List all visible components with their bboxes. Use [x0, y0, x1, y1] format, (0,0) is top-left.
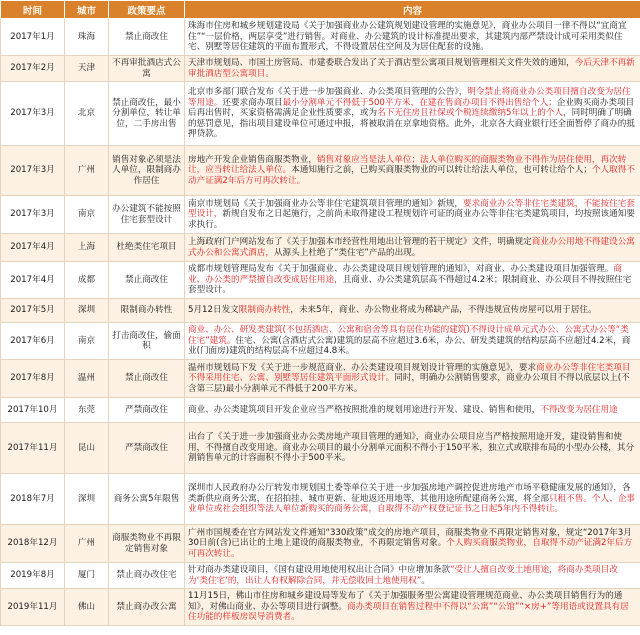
cell-content: [185, 196, 640, 234]
highlighted-text: 今后天津不再新审批酒店型公寓项目。: [188, 58, 635, 79]
highlighted-text: 商业、办公、研发类建筑(不包括酒店、公寓和宿舍等具有居住功能的建筑)不得设计成单元式办公、公寓式办公等“类住宅”建筑。: [188, 325, 629, 346]
table-row: [1, 360, 640, 398]
cell-city: 深圳: [65, 474, 109, 525]
cell-time: 2017年8月: [1, 360, 65, 398]
cell-content: [185, 146, 640, 196]
cell-time: 2017年6月: [1, 323, 65, 360]
content-text: 住宅、公寓(含酒店式公寓)建筑的层高不应超过3.6米，办公、研发类建筑的结构层高不应超过4.2米，商业(门面房)建筑的结构层高不应超过4.8米。: [188, 335, 631, 357]
table-row: [1, 196, 640, 234]
cell-city: 广州: [65, 525, 109, 563]
cell-city: 深圳: [65, 299, 109, 323]
cell-city: 佛山: [65, 589, 109, 626]
table-body: [1, 19, 640, 626]
content-text: 成都市规划管理局发布《关于加强商业、办公类建设项目规划管理的通知》，对商业、办公类建设项目加强管理。: [188, 264, 614, 275]
cell-time: 2017年1月: [1, 19, 65, 56]
table-row: [1, 146, 640, 196]
header-policy: 政策要点: [109, 1, 185, 19]
cell-time: 2017年2月: [1, 56, 65, 82]
cell-city: 南京: [65, 196, 109, 234]
cell-time: 2017年4月: [1, 234, 65, 262]
highlighted-text: 名下无住房且社保或个税连续缴纳5年以上的个人: [377, 108, 564, 119]
table-header-row: [1, 1, 640, 19]
cell-policy: 打击商改住，偷面积: [109, 323, 185, 360]
content-text: 出台了《关于进一步加强商业办公类房地产项目管理的通知》，商业办公项目应当严格按照用途开发，建设销售和使用，不得擅自改变用途。商业办公项目的最小分割单元面积不得小于150平米，独立式或联排布局的小型办公楼，其分割销售单元的计容面积不得小于500平米。: [188, 432, 635, 464]
cell-policy: 商务公寓5年限售: [109, 474, 185, 525]
table-row: [1, 262, 640, 299]
cell-city: 珠海: [65, 19, 109, 56]
cell-policy: 禁止商改住: [109, 262, 185, 299]
content-text: 北京市多部门联合发布《关于进一步加强商业、办公类项目管理的公告》，: [188, 87, 468, 98]
cell-city: 广州: [65, 146, 109, 196]
cell-content: [185, 474, 640, 525]
content-text: 同时，明确办公割销售要求，商业办公项目不得以底层以上(不含第三层)最小分割单元不得低于200平方米。: [188, 373, 630, 394]
cell-time: 2017年3月: [1, 196, 65, 234]
cell-time: 2018年12月: [1, 525, 65, 563]
content-text: 天津市规划局、市国土房管局、市建委联合发出了关于酒店型公寓项目规划管理相关文件失效的通知，: [188, 58, 575, 69]
content-text: ，同时明确了明确的惩罚意见，指出项目建设单位可通过申报，将被取消在京拿地资格。此外，北京各大商业银行还全面暂停了商办的抵押贷款。: [188, 108, 635, 140]
content-text: 广州市国规委在官方网站发文件通知“330政策”成交的房地产项目，商服类物业不再限定销售对象，规定“2017年3月30日前(含)已出让的土地上建设的商服类物业，不再限定销售对象。: [188, 527, 632, 549]
header-city: 城市: [65, 1, 109, 19]
cell-policy: 禁止商改住: [109, 19, 185, 56]
content-text: 且商业、办公类建筑层高不得超过4.2米；限制商业、办公项目不得按照住宅套型设计。: [188, 274, 632, 296]
table-row: [1, 299, 640, 323]
cell-city: 上海: [65, 234, 109, 262]
cell-time: 2018年7月: [1, 474, 65, 525]
table-row: [1, 56, 640, 82]
cell-policy: 限制商办转性: [109, 299, 185, 323]
cell-city: 昆山: [65, 423, 109, 474]
highlighted-text: 只租不售。个人、企事业单位或社会组织等法人单位新购买的商务公寓，自取得不动产权登记证书之日起5年内不得转让。: [188, 493, 635, 515]
content-text: 企业购买商办类项目后再出售时，买家资格需满足企业性质要求，或为: [188, 97, 635, 119]
cell-policy: 销售对象必须是法人单位，限制商办作居住: [109, 146, 185, 196]
table-row: [1, 525, 640, 563]
highlighted-text: 要求商业办公等非住宅类建筑，不能按住宅套型设计，: [188, 198, 635, 220]
cell-content: [185, 19, 640, 56]
table-row: [1, 423, 640, 474]
cell-policy: 禁止商改住，最小分割单位，转让单位，二手房出售: [109, 82, 185, 146]
highlighted-text: 商办类项目在销售过程中不得以“公寓”“公馆”“×房+”等用语或设置具有居住功能的样板房误导消费者。: [188, 601, 629, 623]
cell-policy: 禁止商办改公寓: [109, 589, 185, 626]
cell-content: [185, 398, 640, 423]
cell-city: 天津: [65, 56, 109, 82]
content-text: 温州市规划局下发《关于进一步规范商业、办公类建设项目规划设计管理的实施意见》，要求: [188, 362, 537, 373]
content-text: 从源头上杜绝了“类住宅”产品的出现。: [273, 247, 421, 258]
content-text: 11月15日，佛山市住房和城乡建设局等发布了《关于加强服务型公寓建设管理规范商业、办公类项目销售行为的通知》，对佛山商业、办公等项目进行调整。: [188, 591, 623, 612]
cell-content: [185, 262, 640, 299]
highlighted-text: 个人购买商服类物业，自取得不动产证满2年后方可再次转让。: [188, 538, 633, 559]
cell-city: 北京: [65, 82, 109, 146]
content-text: 商业、办公类建筑项目开发企业应当严格按照批准的规划用途进行开发、建设、销售和使用，: [188, 404, 541, 415]
table-row: [1, 589, 640, 626]
cell-city: 温州: [65, 360, 109, 398]
highlighted-text: 商业办公等非住宅类项目不得采用住宅、公寓、别墅等居住建筑平面形式设计。: [188, 362, 631, 384]
cell-time: 2019年8月: [1, 563, 65, 589]
cell-policy: 办公建筑不能按照住宅套型设计: [109, 196, 185, 234]
content-text: 上海政府门户网站发布了《关于加强本市经营性用地出让管理的若干规定》文件，明确规定: [188, 237, 532, 248]
table-row: [1, 474, 640, 525]
cell-time: 2017年3月: [1, 146, 65, 196]
content-text: 还要求商办项目: [222, 97, 283, 108]
cell-policy: 不再审批酒店式公寓: [109, 56, 185, 82]
cell-city: 成都: [65, 262, 109, 299]
cell-content: [185, 234, 640, 262]
cell-content: [185, 563, 640, 589]
cell-policy: 严禁商改住: [109, 423, 185, 474]
cell-content: [185, 323, 640, 360]
table-row: [1, 19, 640, 56]
highlighted-text: 不得改变为居住用途: [540, 404, 618, 415]
cell-policy: 禁止商改住: [109, 360, 185, 398]
cell-policy: 禁止商办改住宅: [109, 563, 185, 589]
cell-city: 南京: [65, 323, 109, 360]
cell-content: [185, 589, 640, 626]
cell-content: [185, 525, 640, 563]
cell-policy: 严禁商改住: [109, 398, 185, 423]
highlighted-text: 商业办公用地不得建设公寓式办公和公寓式酒店，: [188, 237, 635, 258]
highlighted-text: 个人取得不动产证满2年后方可再次转让。: [188, 165, 635, 186]
content-text: ，未来5年，商业、办公物业将成为稀缺产品，不得违规宣传房屋可以用于居住。: [290, 305, 597, 316]
content-text: 深圳市人民政府办公厅转发市规划国土委等单位关于进一步加强房地产调控促进房地产市场平稳健康发展的通知》，各类新供应商务公寓，在招拍挂、城市更新、征地返还用地等，其他用途所配建商务公寓，将全部: [188, 483, 631, 504]
cell-city: 东莞: [65, 398, 109, 423]
table-row: [1, 563, 640, 589]
cell-time: 2019年11月: [1, 589, 65, 626]
highlighted-text: “受让人擅自改变土地用途，将商办类项目改为‘类住宅’的，出让人有权解除合同，并无偿收回土地使用权”: [188, 565, 618, 586]
content-text: 5月12日发文: [188, 305, 239, 316]
cell-time: 2017年10月: [1, 398, 65, 423]
content-text: 针对商办类建设项目，《国有建设用地使用权出让合同》中应增加条款: [188, 565, 451, 576]
cell-city: 厦门: [65, 563, 109, 589]
cell-time: 2017年11月: [1, 423, 65, 474]
header-content: 内容: [185, 1, 640, 19]
cell-time: 2017年3月: [1, 82, 65, 146]
cell-policy: 杜绝类住宅项目: [109, 234, 185, 262]
cell-policy: 商服类物业不再限定销售对象: [109, 525, 185, 563]
cell-content: [185, 299, 640, 323]
table-row: [1, 82, 640, 146]
cell-content: [185, 360, 640, 398]
cell-content: [185, 56, 640, 82]
highlighted-text: 销售对象应当是法人单位；法人单位购买的商服类物业不得作为居住使用，再次转让，应当转让给法人单位。: [188, 154, 627, 176]
cell-content: [185, 423, 640, 474]
content-text: 南京市规划局《关于加强商业办公等非住宅建筑项目管理的通知》新规，: [188, 198, 464, 209]
cell-time: 2017年5月: [1, 299, 65, 323]
content-text: 房地产开发企业销售商服类物业，: [188, 154, 317, 165]
header-time: 时间: [1, 1, 65, 19]
content-text: 。: [421, 575, 430, 586]
content-text: 珠海市住房和城乡规划建设局《关于加强商业办公建筑规划建设管理的实施意见》，商业办公项目一律不得以“宜商宜住”“一层价格，两层享受”进行销售。对商业、办公建筑的设计标准提出要求，其建筑内部严禁设计成可采用类似住宅、别墅等居住建筑的平面布置形式，不得设置居住空间及为居住配套的设施。: [188, 21, 627, 53]
highlighted-text: 明令禁止将商业办公类项目擅自改变为居住等用途。: [188, 87, 631, 108]
highlighted-text: 限制商办转性: [238, 305, 291, 316]
table-row: [1, 398, 640, 423]
content-text: 新规自发布之日起施行，之前尚未取得建设工程规划许可证的商业办公等非住宅类建筑项目，均按照该通知要求执行。: [188, 209, 635, 230]
cell-time: 2017年4月: [1, 262, 65, 299]
cell-content: [185, 82, 640, 146]
highlighted-text: 商业、办公类的严禁擅自改变成居住用途，: [188, 264, 622, 285]
table-row: [1, 234, 640, 262]
table-row: [1, 323, 640, 360]
highlighted-text: 最小分割单元不得低于500平方米，在建在售商办项目不得出售给个人；: [282, 97, 557, 108]
content-text: 本通知施行之前，已购买商服类物业的可以转让给法人单位，也可转让给个人；: [291, 165, 592, 176]
